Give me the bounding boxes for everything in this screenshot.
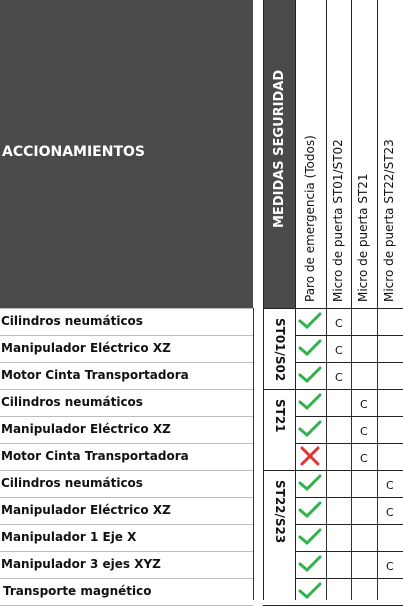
check-icon: [298, 581, 322, 601]
row-label: Motor Cinta Transportadora: [1, 368, 189, 382]
cross-icon: [298, 446, 322, 466]
column-header-1: Micro de puerta ST01/ST02: [331, 139, 345, 302]
column-divider: [326, 0, 327, 308]
column-divider: [377, 0, 378, 308]
row-label: Manipulador Eléctrico XZ: [1, 341, 171, 355]
check-icon: [298, 554, 322, 574]
row-divider: [0, 335, 253, 336]
row-divider: [295, 416, 403, 417]
door-micro-mark: C: [360, 398, 368, 411]
row-label: Motor Cinta Transportadora: [1, 449, 189, 463]
group-label: ST21: [273, 399, 287, 433]
group-divider: [263, 389, 296, 390]
group-label: ST01/S02: [273, 318, 287, 382]
row-divider: [295, 389, 403, 390]
check-icon: [298, 500, 322, 520]
column-header-3: Micro de puerta ST22/ST23: [382, 139, 396, 302]
row-label: Cilindros neumáticos: [1, 314, 143, 328]
row-label: Transporte magnético: [3, 584, 152, 598]
door-micro-mark: C: [360, 425, 368, 438]
row-divider: [0, 470, 253, 471]
row-divider: [0, 443, 253, 444]
row-divider: [295, 497, 403, 498]
check-icon: [298, 527, 322, 547]
door-micro-mark: C: [335, 317, 343, 330]
door-micro-mark: C: [386, 479, 394, 492]
row-label: Cilindros neumáticos: [1, 476, 143, 490]
column-divider: [377, 308, 378, 600]
row-divider: [0, 308, 253, 309]
door-micro-mark: C: [386, 506, 394, 519]
accionamientos-header: [0, 0, 253, 308]
row-label: Manipulador Eléctrico XZ: [1, 503, 171, 517]
row-divider: [0, 578, 253, 579]
accionamientos-title: ACCIONAMIENTOS: [2, 144, 146, 160]
column-divider: [326, 308, 327, 600]
check-icon: [298, 392, 322, 412]
row-label: Manipulador Eléctrico XZ: [1, 422, 171, 436]
door-micro-mark: C: [360, 452, 368, 465]
safety-header: [264, 0, 295, 308]
door-micro-mark: C: [335, 371, 343, 384]
check-icon: [298, 338, 322, 358]
column-divider: [253, 308, 254, 600]
row-divider: [0, 389, 253, 390]
row-divider: [0, 416, 253, 417]
row-divider: [295, 578, 403, 579]
door-micro-mark: C: [386, 560, 394, 573]
row-divider: [295, 470, 403, 471]
column-divider: [351, 0, 352, 308]
group-divider: [263, 308, 296, 309]
column-header-2: Micro de puerta ST21: [356, 173, 370, 302]
group-divider: [263, 470, 296, 471]
row-divider: [0, 497, 253, 498]
row-label: Manipulador 3 ejes XYZ: [1, 557, 161, 571]
column-divider: [295, 0, 296, 600]
row-divider: [295, 443, 403, 444]
check-icon: [298, 419, 322, 439]
row-divider: [0, 551, 253, 552]
row-divider: [295, 524, 403, 525]
row-label: Manipulador 1 Eje X: [1, 530, 137, 544]
group-label: ST22/S23: [273, 480, 287, 544]
row-divider: [0, 362, 253, 363]
door-micro-mark: C: [335, 344, 343, 357]
row-divider: [0, 524, 253, 525]
column-divider: [351, 308, 352, 600]
row-divider: [295, 551, 403, 552]
row-divider: [295, 308, 403, 309]
row-label: Cilindros neumáticos: [1, 395, 143, 409]
row-divider: [295, 335, 403, 336]
row-divider: [295, 362, 403, 363]
column-divider: [263, 0, 264, 600]
check-icon: [298, 473, 322, 493]
column-header-0: Paro de emergencia (Todos): [303, 135, 317, 302]
check-icon: [298, 311, 322, 331]
safety-title: MEDIDAS SEGURIDAD: [272, 69, 287, 228]
check-icon: [298, 365, 322, 385]
